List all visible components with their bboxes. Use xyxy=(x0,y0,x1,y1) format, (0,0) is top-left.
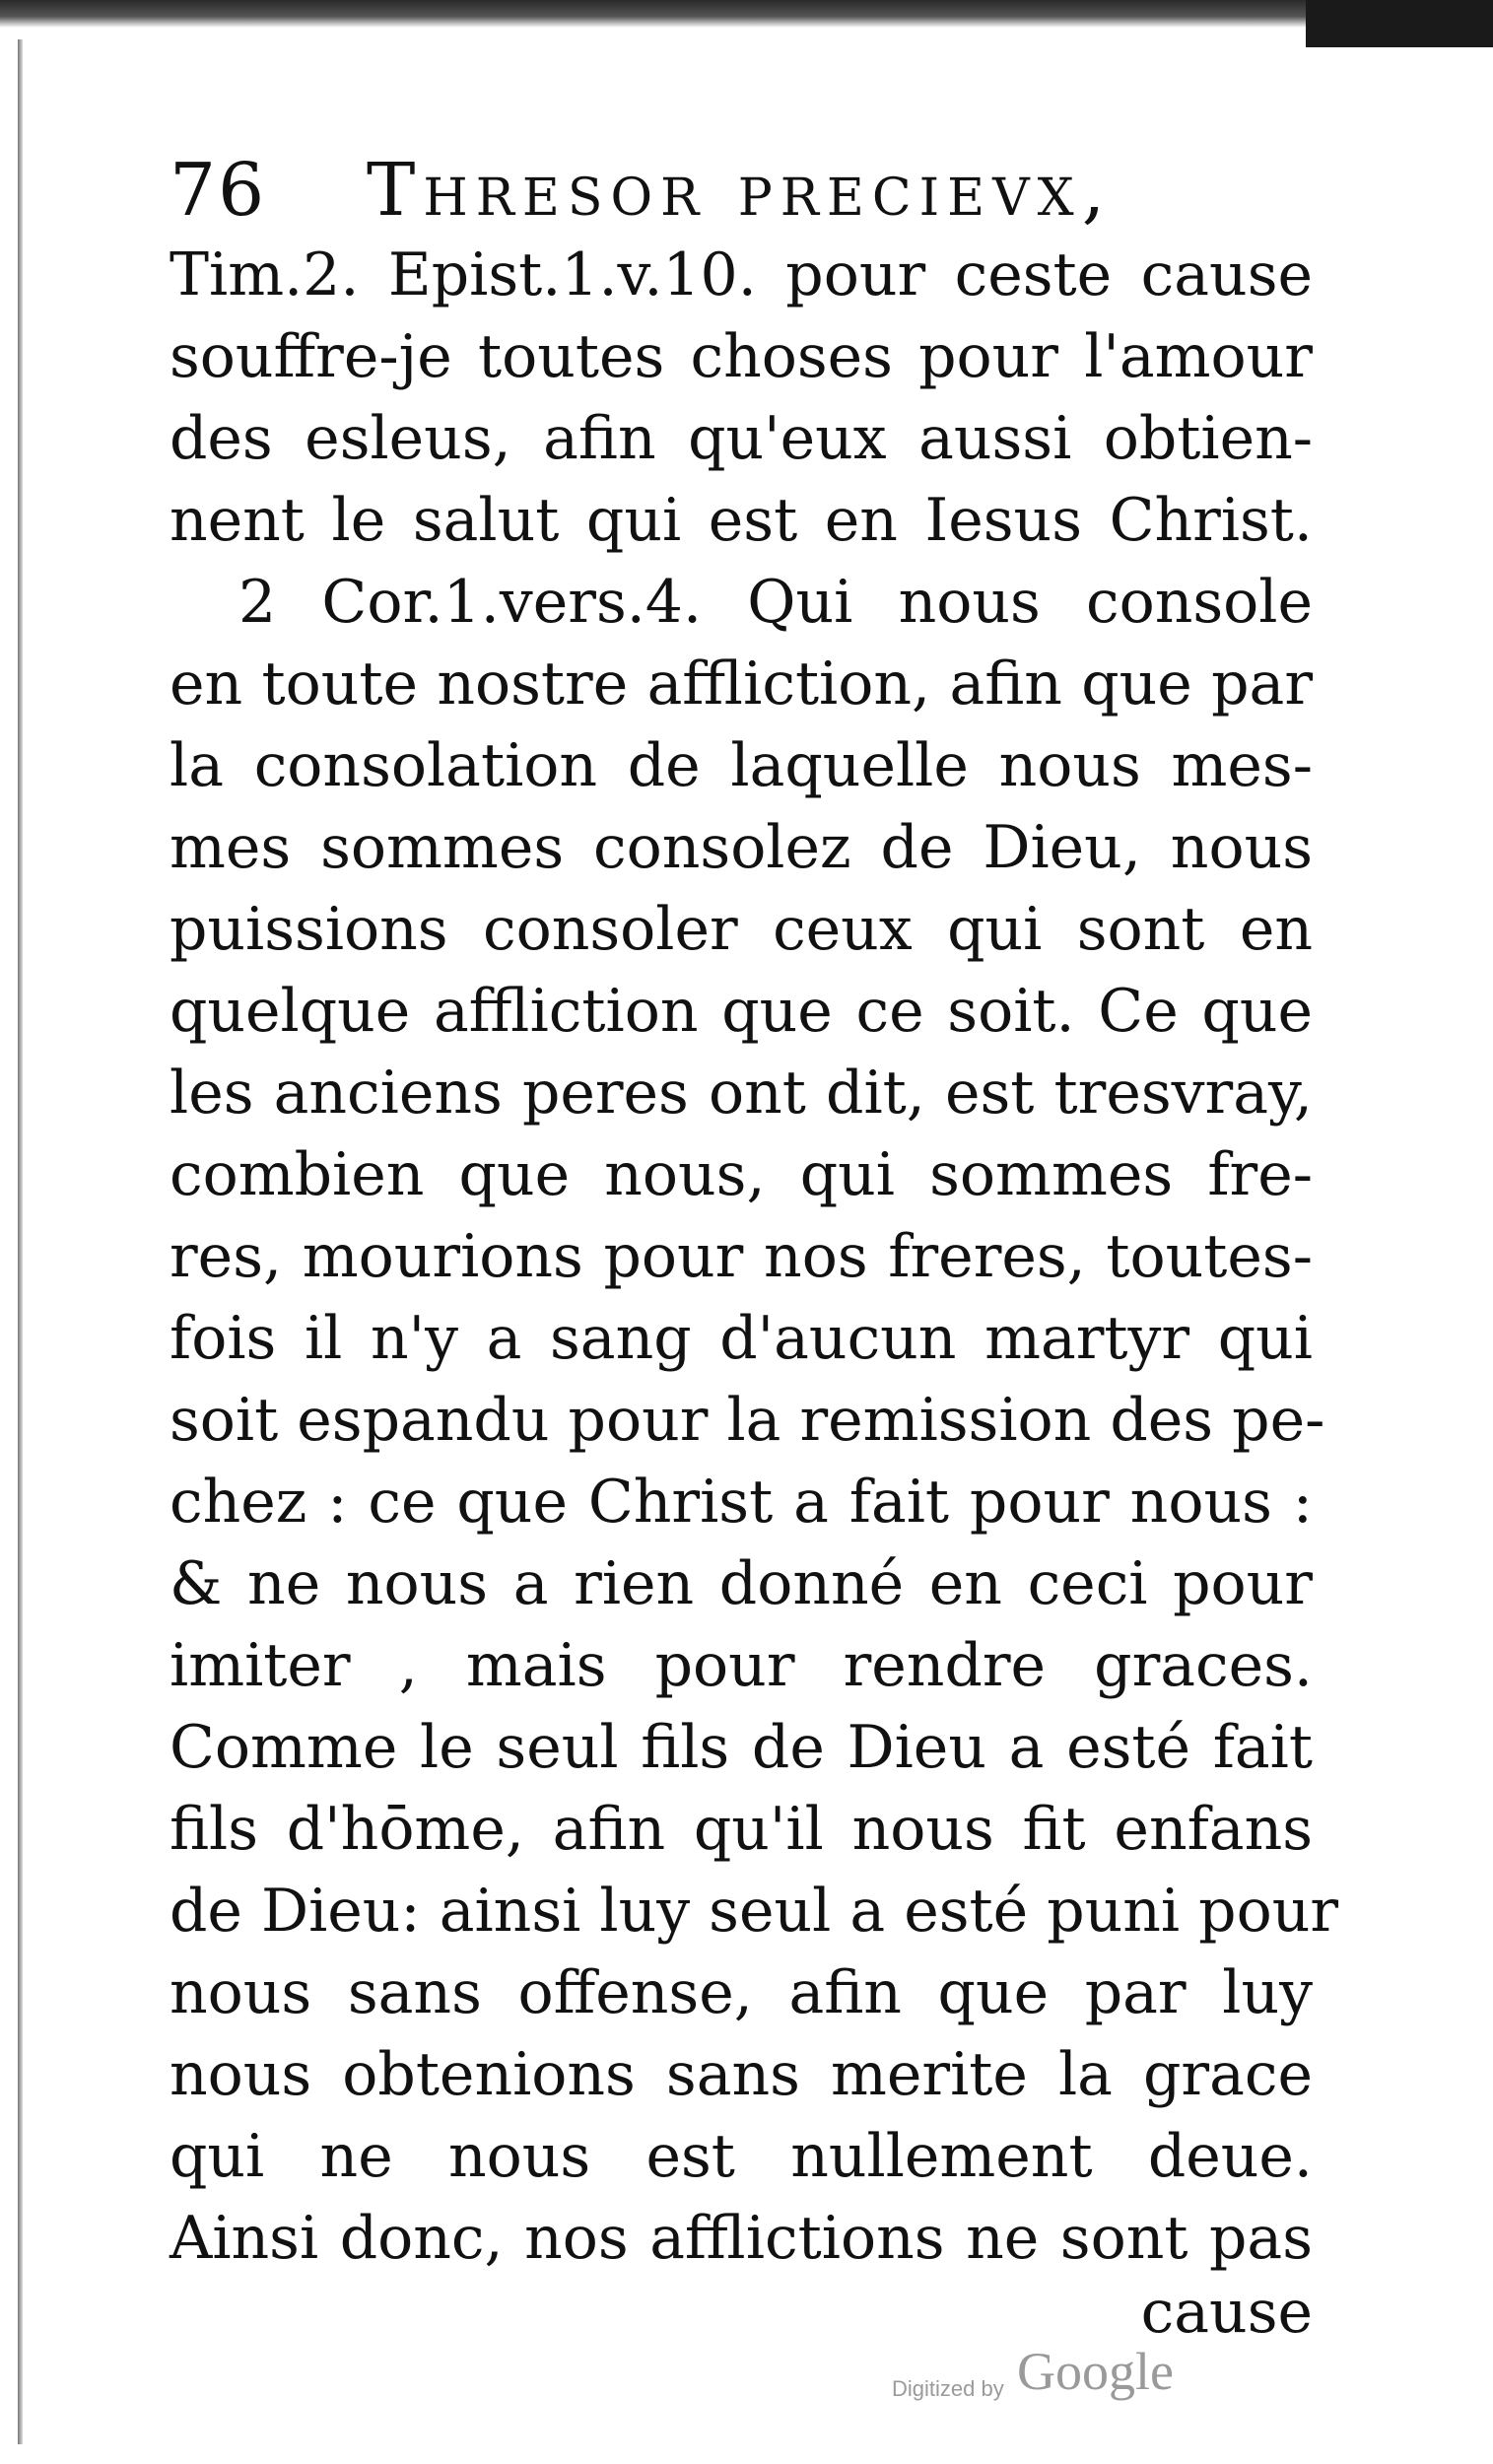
text-line: mes sommes consolez de Dieu, nous xyxy=(170,813,1313,882)
text-line: Comme le seul fils de Dieu a esté fait xyxy=(170,1713,1313,1782)
body-text xyxy=(170,235,1339,2280)
text-line: Tim.2. Epist.1.v.10. pour ceste cause xyxy=(170,240,1313,309)
text-line: fois il n'y a sang d'aucun martyr qui xyxy=(170,1304,1313,1373)
text-line: combien que nous, qui sommes fre- xyxy=(170,1140,1313,1209)
scan-top-edge xyxy=(0,0,1493,28)
running-title: Thresor precievx, xyxy=(367,148,1114,233)
text-line: & ne nous a rien donné en ceci pour xyxy=(170,1549,1313,1618)
text-line: quelque affliction que ce soit. Ce que xyxy=(170,977,1313,1046)
text-line: imiter , mais pour rendre graces. xyxy=(170,1631,1313,1700)
digitized-by-watermark xyxy=(892,2341,1207,2420)
page-number: 76 xyxy=(170,148,267,233)
text-line: qui ne nous est nullement deue. xyxy=(170,2122,1313,2191)
text-line: de Dieu: ainsi luy seul a esté puni pour xyxy=(170,1877,1339,1946)
text-line: en toute nostre affliction, afin que par xyxy=(170,650,1313,719)
text-line: soit espandu pour la remission des pe- xyxy=(170,1386,1325,1455)
text-line: nent le salut qui est en Iesus Christ. xyxy=(170,486,1313,555)
text-line: nous sans offense, afin que par luy xyxy=(170,1958,1313,2027)
scan-top-right-shadow xyxy=(1306,0,1493,47)
text-line: souffre-je toutes choses pour l'amour xyxy=(170,322,1313,391)
text-line: des esleus, afin qu'eux aussi obtien- xyxy=(170,404,1313,473)
page-header xyxy=(170,146,1313,235)
text-line: nous obtenions sans merite la grace xyxy=(170,2040,1313,2109)
watermark-brand: Google xyxy=(1017,2342,1174,2401)
scan-left-edge xyxy=(18,39,23,2444)
text-line: res, mourions pour nos freres, toutes- xyxy=(170,1222,1313,1291)
text-line: la consolation de laquelle nous mes- xyxy=(170,731,1313,800)
catchword: cause xyxy=(1140,2278,1313,2347)
text-line: puissions consoler ceux qui sont en xyxy=(170,895,1313,964)
text-line: Ainsi donc, nos afflictions ne sont pas xyxy=(170,2204,1313,2273)
text-line: les anciens peres ont dit, est tresvray, xyxy=(170,1059,1313,1128)
watermark-prefix: Digitized by xyxy=(892,2376,1004,2401)
text-line: fils d'hōme, afin qu'il nous fit enfans xyxy=(170,1795,1313,1864)
text-line-paragraph-start: 2 Cor.1.vers.4. Qui nous console xyxy=(238,568,1313,637)
text-line: chez : ce que Christ a fait pour nous : xyxy=(170,1468,1313,1537)
